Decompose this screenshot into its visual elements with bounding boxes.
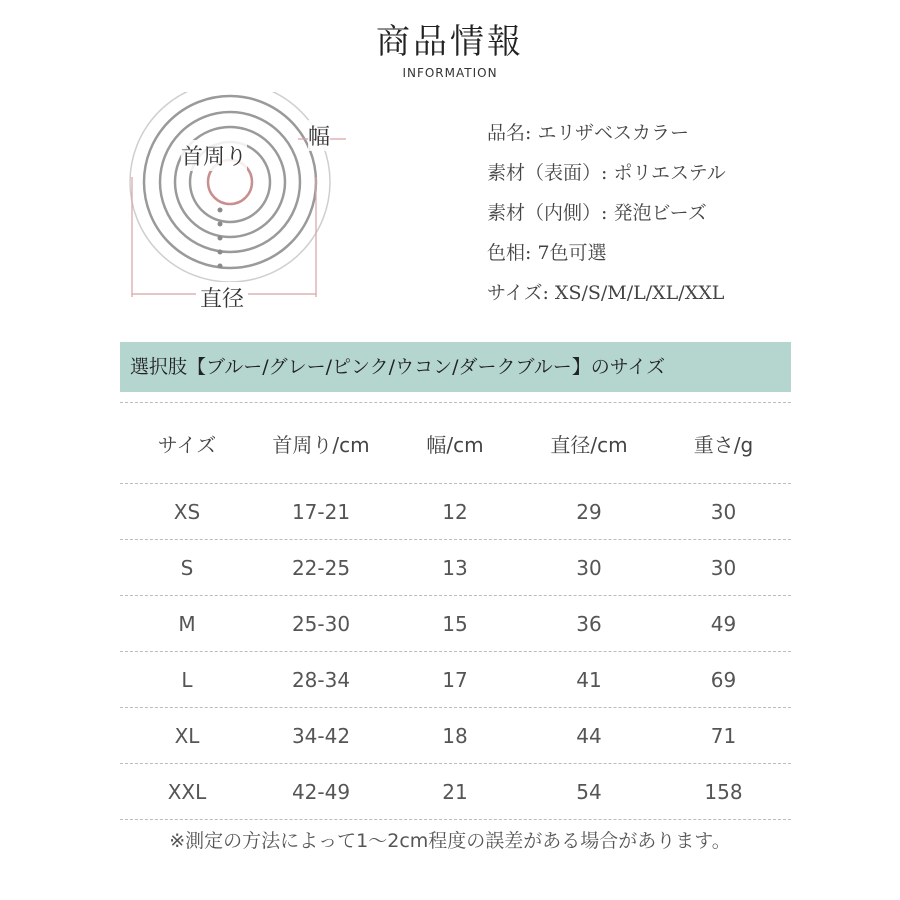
spec-outer-material: 素材（表面）: ポリエステル xyxy=(487,162,726,184)
table-row xyxy=(120,764,791,819)
cell-neck: 42-49 xyxy=(291,779,351,804)
diameter-label: 直径 xyxy=(196,282,248,313)
page-subtitle: INFORMATION xyxy=(402,66,498,80)
cell-neck: 28-34 xyxy=(291,667,351,692)
cell-diameter: 54 xyxy=(576,779,602,804)
cell-diameter: 44 xyxy=(576,723,602,748)
size-table xyxy=(120,402,791,820)
options-band-text: 選択肢【ブルー/グレー/ピンク/ウコン/ダークブルー】のサイズ xyxy=(130,356,666,378)
cell-neck: 34-42 xyxy=(291,723,351,748)
spec-colors: 色相: 7色可選 xyxy=(487,242,607,264)
header-weight: 重さ/g xyxy=(693,432,754,457)
divider xyxy=(120,819,791,820)
cell-neck: 25-30 xyxy=(291,611,351,636)
cell-size: S xyxy=(180,555,194,580)
header-size: サイズ xyxy=(157,432,217,457)
table-row xyxy=(120,540,791,595)
spec-sizes: サイズ: XS/S/M/L/XL/XXL xyxy=(487,282,725,304)
header-neck: 首周り/cm xyxy=(272,432,370,457)
table-row xyxy=(120,484,791,539)
header-width: 幅/cm xyxy=(426,432,484,457)
cell-width: 17 xyxy=(442,667,468,692)
page-title: 商品情報 xyxy=(376,22,524,62)
cell-diameter: 36 xyxy=(576,611,602,636)
cell-size: XXL xyxy=(167,779,207,804)
width-label: 幅 xyxy=(308,120,330,151)
measurement-note: ※測定の方法によって1〜2cm程度の誤差がある場合があります。 xyxy=(169,830,731,852)
cell-diameter: 30 xyxy=(576,555,602,580)
cell-neck: 17-21 xyxy=(291,499,351,524)
table-row xyxy=(120,652,791,707)
cell-width: 18 xyxy=(442,723,468,748)
cell-size: XS xyxy=(173,499,201,524)
collar-diagram xyxy=(118,92,348,322)
spec-product-name: 品名: エリザベスカラー xyxy=(487,122,690,144)
cell-weight: 158 xyxy=(704,779,743,804)
table-row xyxy=(120,596,791,651)
cell-weight: 30 xyxy=(710,499,737,524)
cell-weight: 30 xyxy=(710,555,737,580)
cell-weight: 69 xyxy=(710,667,737,692)
cell-width: 12 xyxy=(442,499,468,524)
spec-list xyxy=(487,116,726,316)
cell-neck: 22-25 xyxy=(291,555,351,580)
cell-width: 13 xyxy=(442,555,468,580)
cell-size: L xyxy=(181,667,193,692)
table-row xyxy=(120,708,791,763)
cell-width: 15 xyxy=(442,611,468,636)
cell-weight: 71 xyxy=(710,723,737,748)
cell-size: M xyxy=(178,611,196,636)
spec-inner-material: 素材（内側）: 発泡ビーズ xyxy=(487,202,707,224)
header-diameter: 直径/cm xyxy=(550,432,628,457)
cell-size: XL xyxy=(174,723,200,748)
cell-width: 21 xyxy=(442,779,468,804)
cell-weight: 49 xyxy=(710,611,737,636)
neck-label: 首周り xyxy=(181,140,247,171)
options-band xyxy=(120,342,791,392)
table-header-row xyxy=(120,403,791,483)
cell-diameter: 41 xyxy=(576,667,602,692)
cell-diameter: 29 xyxy=(576,499,602,524)
